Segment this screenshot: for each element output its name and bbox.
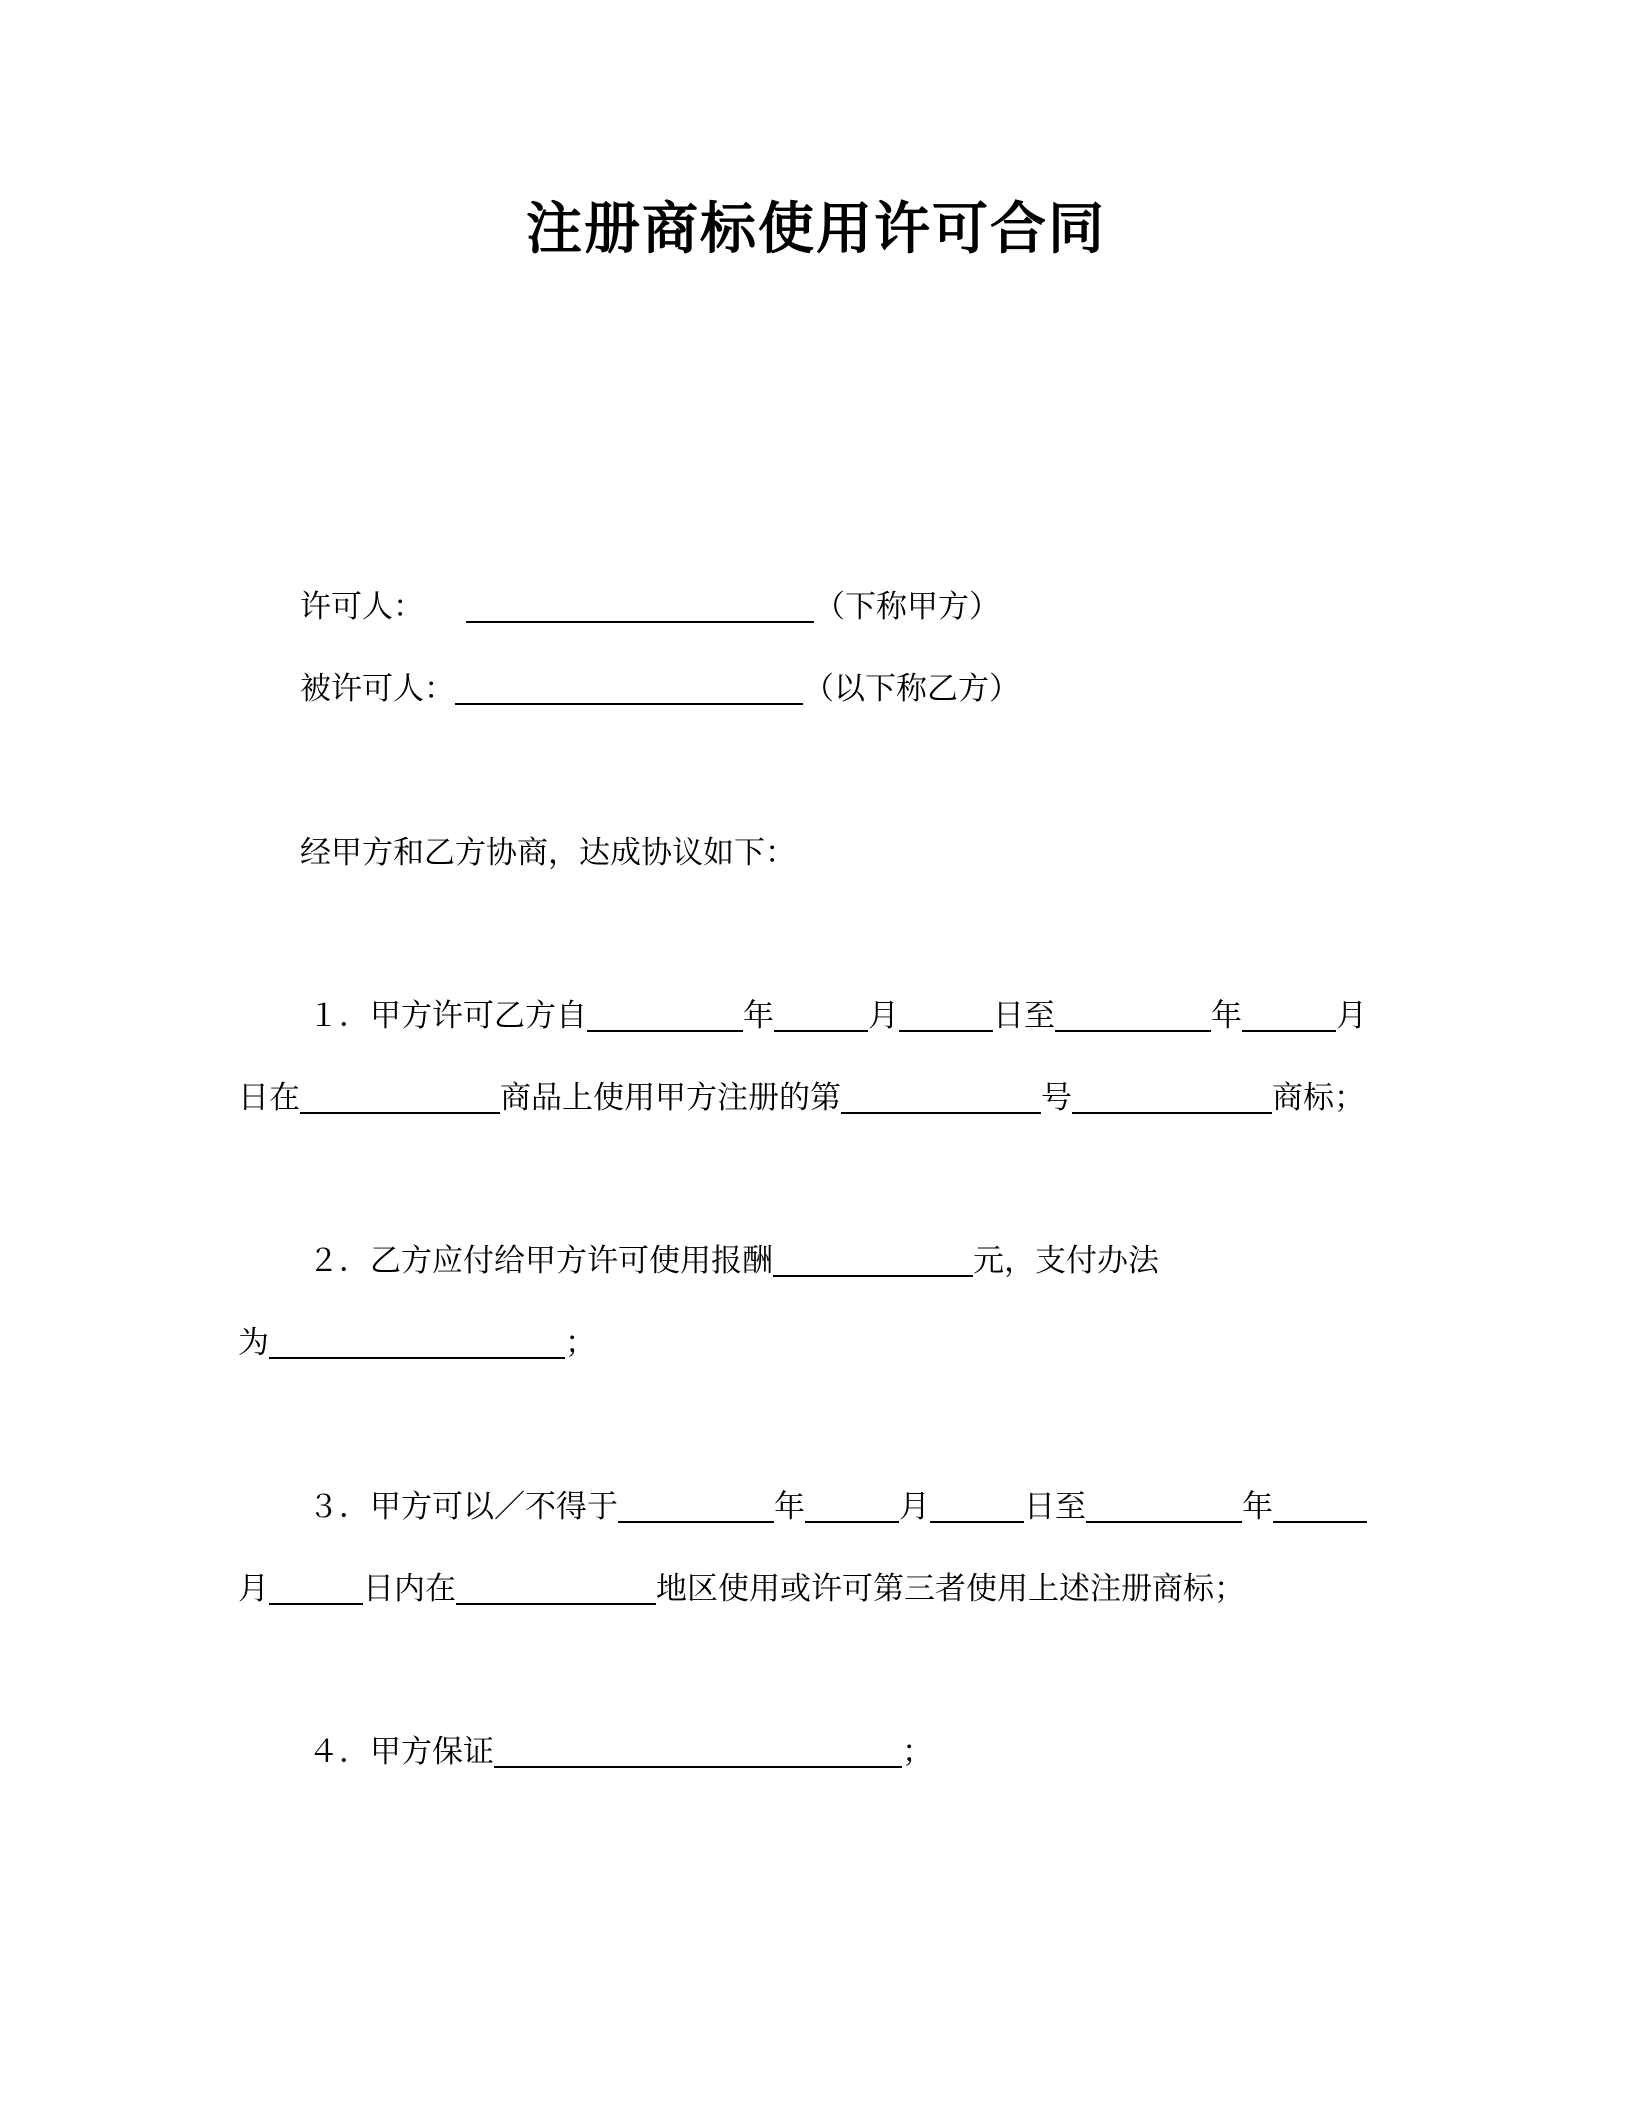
licensee-suffix: （以下称乙方） — [803, 671, 1020, 707]
clause-1-text-10: 商标； — [1272, 1080, 1365, 1116]
licensor-blank[interactable] — [466, 587, 814, 623]
licensee-label: 被许可人： — [300, 671, 455, 707]
clause-1-trademark-blank[interactable] — [1072, 1078, 1272, 1114]
clause-1-text-2: 年 — [743, 998, 774, 1034]
clause-3-region-blank[interactable] — [456, 1569, 656, 1605]
clause-3-text-1: 甲方可以／不得于 — [370, 1489, 618, 1525]
clause-1-line-2 — [238, 1076, 1365, 1120]
clause-1-text-6: 月 — [1336, 998, 1367, 1034]
licensor-label: 许可人： — [300, 589, 424, 625]
clause-3-end-day-blank[interactable] — [269, 1569, 363, 1605]
clause-2-text-4: ； — [565, 1325, 596, 1361]
clause-1-start-month-blank[interactable] — [774, 996, 868, 1032]
clause-3-text-3: 月 — [899, 1489, 930, 1525]
clause-3-text-6: 月 — [238, 1571, 269, 1607]
clause-3-line-2 — [238, 1567, 1245, 1611]
clause-3-text-8: 地区使用或许可第三者使用上述注册商标； — [656, 1571, 1245, 1607]
clause-4-text-2: ； — [902, 1734, 933, 1770]
clause-1-text-9: 号 — [1041, 1080, 1072, 1116]
clause-4-text-1: 甲方保证 — [370, 1734, 494, 1770]
clause-1-number: １． — [308, 998, 370, 1034]
clause-3-text-4: 日至 — [1024, 1489, 1086, 1525]
licensee-line — [300, 667, 1020, 711]
clause-1-start-day-blank[interactable] — [899, 996, 993, 1032]
clause-4-guarantee-blank[interactable] — [494, 1732, 902, 1768]
clause-3-text-2: 年 — [774, 1489, 805, 1525]
clause-2-text-1: 乙方应付给甲方许可使用报酬 — [370, 1243, 773, 1279]
preamble — [300, 831, 796, 875]
clause-2-number: ２． — [308, 1243, 370, 1279]
preamble-text: 经甲方和乙方协商，达成协议如下： — [300, 835, 796, 871]
clause-1-end-year-blank[interactable] — [1055, 996, 1211, 1032]
clause-3-start-day-blank[interactable] — [930, 1487, 1024, 1523]
clause-1-text-8: 商品上使用甲方注册的第 — [500, 1080, 841, 1116]
clause-1-text-1: 甲方许可乙方自 — [370, 998, 587, 1034]
clause-3-text-5: 年 — [1242, 1489, 1273, 1525]
clause-3-text-7: 日内在 — [363, 1571, 456, 1607]
clause-2-line-2 — [238, 1321, 596, 1365]
clause-1-start-year-blank[interactable] — [587, 996, 743, 1032]
licensee-blank[interactable] — [455, 669, 803, 705]
clause-3-end-month-blank[interactable] — [1273, 1487, 1367, 1523]
clause-1-goods-blank[interactable] — [300, 1078, 500, 1114]
licensor-line — [300, 585, 1000, 629]
clause-2-text-3: 为 — [238, 1325, 269, 1361]
licensor-suffix: （下称甲方） — [814, 589, 1000, 625]
document-title: 注册商标使用许可合同 — [526, 197, 1106, 262]
clause-1-text-5: 年 — [1211, 998, 1242, 1034]
clause-2-text-2: 元，支付办法 — [973, 1243, 1159, 1279]
clause-1-line-1 — [308, 994, 1367, 1038]
clause-3-number: ３． — [308, 1489, 370, 1525]
clause-2-fee-blank[interactable] — [773, 1241, 973, 1277]
clause-3-end-year-blank[interactable] — [1086, 1487, 1242, 1523]
clause-3-start-month-blank[interactable] — [805, 1487, 899, 1523]
clause-2-payment-method-blank[interactable] — [269, 1323, 565, 1359]
clause-1-text-4: 日至 — [993, 998, 1055, 1034]
clause-3-start-year-blank[interactable] — [618, 1487, 774, 1523]
clause-4-number: ４． — [308, 1734, 370, 1770]
clause-1-end-month-blank[interactable] — [1242, 996, 1336, 1032]
clause-1-registration-number-blank[interactable] — [841, 1078, 1041, 1114]
clause-1-text-3: 月 — [868, 998, 899, 1034]
clause-2-line-1 — [308, 1239, 1159, 1283]
clause-1-text-7: 日在 — [238, 1080, 300, 1116]
clause-4-line-1 — [308, 1730, 933, 1774]
clause-3-line-1 — [308, 1485, 1367, 1529]
